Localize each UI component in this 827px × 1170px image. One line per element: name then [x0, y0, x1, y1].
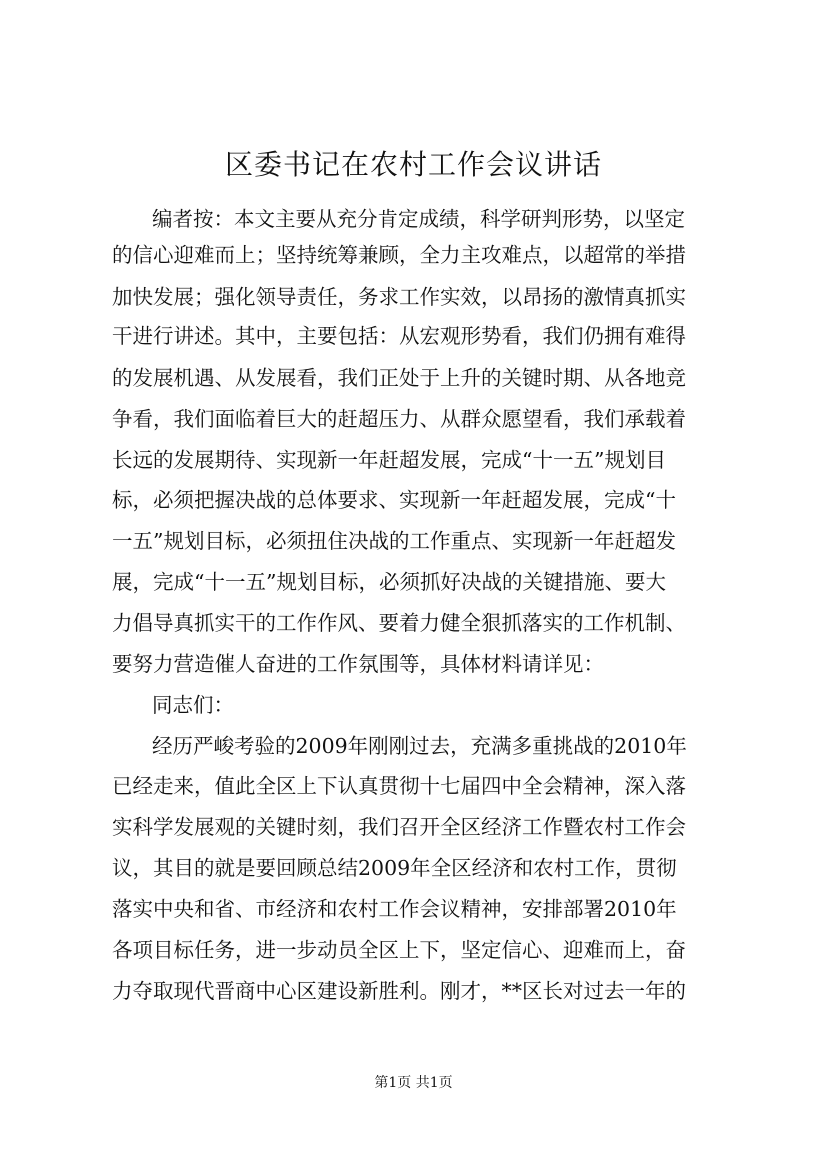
text-line: 要努力营造催人奋进的工作氛围等，具体材料请详见：: [112, 652, 604, 676]
text-line: 力倡导真抓实干的工作作风、要着力健全狠抓落实的工作机制、: [112, 611, 686, 635]
document-title: 区委书记在农村工作会议讲话: [224, 148, 602, 181]
text-line: 争看，我们面临着巨大的赶超压力、从群众愿望看，我们承载着: [112, 407, 686, 431]
text-line: 力夺取现代晋商中心区建设新胜利。刚才，**区长对过去一年的: [112, 979, 686, 1003]
text-line: 的发展机遇、从发展看，我们正处于上升的关键时期、从各地竞: [112, 366, 686, 390]
text-line: 已经走来，值此全区上下认真贯彻十七届四中全会精神，深入落: [112, 774, 686, 798]
text-line: 干进行讲述。其中，主要包括：从宏观形势看，我们仍拥有难得: [112, 324, 686, 348]
text-line: 议，其目的就是要回顾总结2009年全区经济和农村工作，贯彻: [112, 856, 677, 880]
text-line: 展，完成“十一五”规划目标，必须抓好决战的关键措施、要大: [112, 570, 666, 594]
text-line: 长远的发展期待、实现新一年赶超发展，完成“十一五”规划目: [112, 448, 666, 472]
text-line: 加快发展；强化领导责任，务求工作实效，以昂扬的激情真抓实: [112, 285, 686, 309]
salutation: 同志们：: [152, 693, 234, 717]
text-line: 编者按：本文主要从充分肯定成绩，科学研判形势，以坚定: [152, 207, 685, 231]
text-line: 经历严峻考验的2009年刚刚过去，充满多重挑战的2010年: [152, 734, 687, 758]
page-number-footer: 第1页 共1页: [374, 1075, 453, 1091]
text-line: 标，必须把握决战的总体要求、实现新一年赶超发展，完成“十: [112, 488, 676, 512]
text-line: 各项目标任务，进一步动员全区上下，坚定信心、迎难而上，奋: [112, 938, 686, 962]
text-line: 的信心迎难而上；坚持统筹兼顾，全力主攻难点，以超常的举措: [112, 243, 686, 267]
text-line: 一五”规划目标，必须扭住决战的工作重点、实现新一年赶超发: [112, 529, 676, 553]
text-line: 实科学发展观的关键时刻，我们召开全区经济工作暨农村工作会: [112, 815, 686, 839]
text-line: 落实中央和省、市经济和农村工作会议精神，安排部署2010年: [112, 897, 677, 921]
